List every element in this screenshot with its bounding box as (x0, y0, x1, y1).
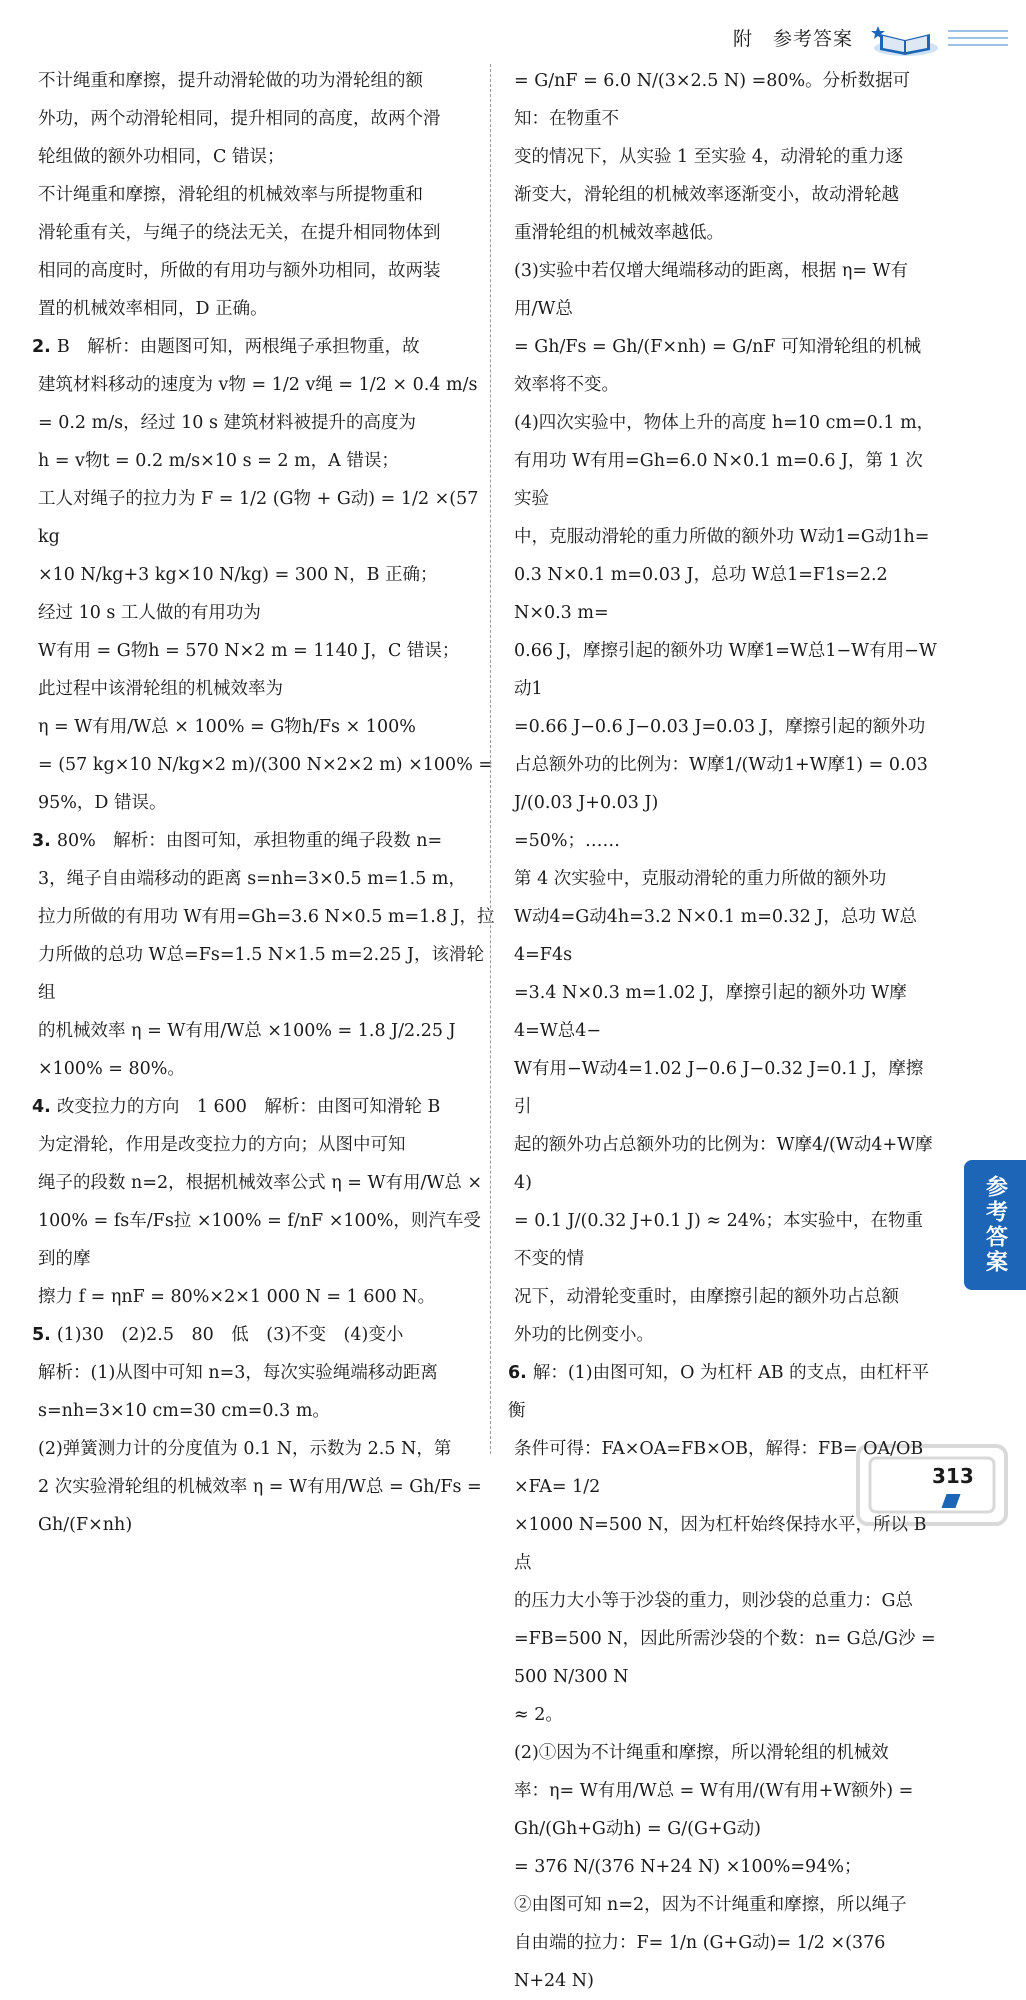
text-line (32, 708, 497, 746)
text-line (508, 1886, 938, 1924)
line-text: 变的情况下，从实验 1 至实验 4，动滑轮的重力逐 (514, 147, 903, 167)
text-line (32, 290, 497, 328)
line-text: ×10 N/kg+3 kg×10 N/kg) = 300 N，B 正确； (38, 565, 438, 585)
line-text: 经过 10 s 工人做的有用功为 (38, 603, 261, 623)
line-text: 率：η= W有用/W总 = W有用/(W有用+W额外) = Gh/(Gh+G动h) = G/(G+G动) (514, 1781, 914, 1839)
line-text: 擦力 f = ηnF = 80%×2×1 000 N = 1 600 N。 (38, 1287, 436, 1307)
text-line (32, 898, 497, 936)
text-line (32, 670, 497, 708)
line-text: 0.3 N×0.1 m=0.03 J，总功 W总1=F1s=2.2 N×0.3 m= (514, 565, 888, 623)
text-line (32, 1278, 497, 1316)
line-text: 3，绳子自由端移动的距离 s=nh=3×0.5 m=1.5 m， (38, 869, 466, 889)
text-line (32, 556, 497, 594)
text-line (508, 1848, 938, 1886)
line-text: 不计绳重和摩擦，提升动滑轮做的功为滑轮组的额 (38, 71, 423, 91)
line-text: 第 4 次实验中，克服动滑轮的重力所做的额外功 (514, 869, 887, 889)
text-line (508, 138, 938, 176)
line-text: 渐变大，滑轮组的机械效率逐渐变小，故动滑轮越 (514, 185, 899, 205)
line-text: W有用−W动4=1.02 J−0.6 J−0.32 J=0.1 J，摩擦引 (514, 1059, 924, 1117)
text-line (508, 176, 938, 214)
line-text: = 0.2 m/s，经过 10 s 建筑材料被提升的高度为 (38, 413, 417, 433)
text-line (508, 974, 938, 1050)
line-text: 不计绳重和摩擦，滑轮组的机械效率与所提物重和 (38, 185, 423, 205)
question-line (32, 328, 497, 366)
line-text: ×1000 N=500 N，因为杠杆始终保持水平，所以 B 点 (514, 1515, 927, 1573)
line-text: 占总额外功的比例为：W摩1/(W动1+W摩1) = 0.03 J/(0.03 J+0.03 J) (514, 755, 928, 813)
text-line (32, 1012, 497, 1088)
text-line (32, 1164, 497, 1202)
text-line (32, 594, 497, 632)
line-text: 建筑材料移动的速度为 v物 = 1/2 v绳 = 1/2 × 0.4 m/s (38, 375, 478, 395)
text-line (32, 214, 497, 252)
page-number: 313 (932, 1464, 974, 1488)
text-line (32, 1392, 497, 1430)
text-line (32, 442, 497, 480)
line-text: =50%；…… (514, 831, 621, 851)
question-line (32, 1316, 497, 1354)
line-text: = 0.1 J/(0.32 J+0.1 J) ≈ 24%；本实验中，在物重不变的情 (514, 1211, 923, 1269)
line-text: 绳子的段数 n=2，根据机械效率公式 η = W有用/W总 × (38, 1173, 483, 1193)
text-line (32, 1430, 497, 1468)
text-line (32, 480, 497, 556)
line-text: =0.66 J−0.6 J−0.03 J=0.03 J，摩擦引起的额外功 (514, 717, 926, 737)
line-text: 的压力大小等于沙袋的重力，则沙袋的总重力：G总 (514, 1591, 913, 1611)
line-text: 解：(1)由图可知，O 为杠杆 AB 的支点，由杠杆平衡 (508, 1363, 930, 1421)
text-line (508, 518, 938, 556)
line-text: 置的机械效率相同，D 正确。 (38, 299, 268, 319)
line-text: 相同的高度时，所做的有用功与额外功相同，故两装 (38, 261, 441, 281)
text-line (508, 708, 938, 746)
text-line (32, 138, 497, 176)
line-text: = 376 N/(376 N+24 N) ×100%=94%； (514, 1857, 862, 1877)
question-number: 4. (32, 1097, 51, 1117)
line-text: = Gh/Fs = Gh/(F×nh) = G/nF 可知滑轮组的机械效率将不变。 (514, 337, 922, 395)
text-line (508, 860, 938, 898)
line-text: 条件可得：FA×OA=FB×OB，解得：FB= OA/OB ×FA= 1/2 (514, 1439, 924, 1497)
text-line (508, 62, 938, 138)
side-tab-label: 参考答案 (982, 1175, 1008, 1275)
text-line (508, 1050, 938, 1126)
line-text: 重滑轮组的机械效率越低。 (514, 223, 724, 243)
header-appendix: 附 (733, 28, 754, 50)
text-line (508, 556, 938, 632)
line-text: 解析：(1)从图中可知 n=3，每次实验绳端移动距离 (38, 1363, 438, 1383)
text-line (32, 1354, 497, 1392)
line-text: 的机械效率 η = W有用/W总 ×100% = 1.8 J/2.25 J ×100% = 80%。 (38, 1021, 456, 1079)
line-text: ≈ 2。 (514, 1705, 563, 1725)
line-text: 100% = fs车/Fs拉 ×100% = f/nF ×100%，则汽车受到的摩 (38, 1211, 481, 1269)
line-text: =FB=500 N，因此所需沙袋的个数：n= G总/G沙 = 500 N/300 N (514, 1629, 936, 1687)
side-tab (964, 1160, 1026, 1290)
text-line (508, 1696, 938, 1734)
line-text: 力所做的总功 W总=Fs=1.5 N×1.5 m=2.25 J，该滑轮组 (38, 945, 485, 1003)
line-text: 拉力所做的有用功 W有用=Gh=3.6 N×0.5 m=1.8 J，拉 (38, 907, 495, 927)
line-text: 改变拉力的方向 1 600 解析：由图可知滑轮 B (56, 1097, 441, 1117)
line-text: 工人对绳子的拉力为 F = 1/2 (G物 + G动) = 1/2 ×(57 kg (38, 489, 479, 547)
right-column (508, 62, 938, 2000)
text-line (32, 1468, 497, 1544)
line-text: (1)30 (2)2.5 80 低 (3)不变 (4)变小 (56, 1325, 404, 1345)
text-line (32, 366, 497, 404)
question-number: 6. (508, 1363, 527, 1383)
text-line (32, 860, 497, 898)
question-line (32, 1088, 497, 1126)
line-text: 自由端的拉力：F= 1/n (G+G动)= 1/2 ×(376 N+24 N) (514, 1933, 886, 1991)
text-line (32, 632, 497, 670)
line-text: 轮组做的额外功相同，C 错误； (38, 147, 285, 167)
text-line (508, 1202, 938, 1278)
header-label (733, 24, 853, 51)
text-line (508, 1734, 938, 1772)
question-line (32, 822, 497, 860)
text-line (32, 404, 497, 442)
line-text: (4)四次实验中，物体上升的高度 h=10 cm=0.1 m， (514, 413, 935, 433)
question-line (508, 1354, 938, 1430)
line-text: s=nh=3×10 cm=30 cm=0.3 m。 (38, 1401, 330, 1421)
line-text: 中，克服动滑轮的重力所做的额外功 W动1=G动1h= (514, 527, 930, 547)
line-text: (2)①因为不计绳重和摩擦，所以滑轮组的机械效 (514, 1743, 889, 1763)
line-text: 0.66 J，摩擦引起的额外功 W摩1=W总1−W有用−W动1 (514, 641, 937, 699)
line-text: 有用功 W有用=Gh=6.0 N×0.1 m=0.6 J，第 1 次实验 (514, 451, 923, 509)
line-text: 况下，动滑轮变重时，由摩擦引起的额外功占总额 (514, 1287, 899, 1307)
text-line (32, 176, 497, 214)
text-line (508, 1278, 938, 1316)
text-line (32, 1202, 497, 1278)
question-number: 5. (32, 1325, 51, 1345)
line-text: 外功，两个动滑轮相同，提升相同的高度，故两个滑 (38, 109, 441, 129)
line-text: 起的额外功占总额外功的比例为：W摩4/(W动4+W摩4) (514, 1135, 933, 1193)
line-text: W动4=G动4h=3.2 N×0.1 m=0.32 J，总功 W总4=F4s (514, 907, 917, 965)
line-text: ②由图可知 n=2，因为不计绳重和摩擦，所以绳子 (514, 1895, 907, 1915)
text-line (508, 898, 938, 974)
text-line (508, 1126, 938, 1202)
text-line (508, 328, 938, 404)
text-line (508, 404, 938, 442)
line-text: 此过程中该滑轮组的机械效率为 (38, 679, 283, 699)
text-line (508, 632, 938, 708)
text-line (508, 822, 938, 860)
text-line (508, 214, 938, 252)
line-text: W有用 = G物h = 570 N×2 m = 1140 J，C 错误； (38, 641, 460, 661)
text-line (32, 746, 497, 822)
text-line (508, 1316, 938, 1354)
line-text: =3.4 N×0.3 m=1.02 J，摩擦引起的额外功 W摩4=W总4− (514, 983, 907, 1041)
line-text: = G/nF = 6.0 N/(3×2.5 N) =80%。分析数据可知：在物重不 (514, 71, 911, 129)
text-line (508, 252, 938, 328)
text-line (32, 62, 497, 100)
line-text: (2)弹簧测力计的分度值为 0.1 N，示数为 2.5 N，第 (38, 1439, 452, 1459)
text-line (32, 936, 497, 1012)
line-text: h = v物t = 0.2 m/s×10 s = 2 m，A 错误； (38, 451, 399, 471)
line-text: 80% 解析：由图可知，承担物重的绳子段数 n= (56, 831, 443, 851)
open-book-icon (870, 20, 940, 58)
text-line (508, 1620, 938, 1696)
line-text: 2 次实验滑轮组的机械效率 η = W有用/W总 = Gh/Fs = Gh/(F×nh) (38, 1477, 482, 1535)
text-line (508, 1582, 938, 1620)
left-column (32, 62, 497, 1544)
text-line (508, 746, 938, 822)
text-line (508, 442, 938, 518)
header-title: 参考答案 (773, 28, 854, 50)
header-decor-lines (948, 30, 1008, 52)
line-text: 滑轮重有关，与绳子的绕法无关，在提升相同物体到 (38, 223, 441, 243)
text-line (508, 1772, 938, 1848)
text-line (32, 252, 497, 290)
question-number: 3. (32, 831, 51, 851)
line-text: 为定滑轮，作用是改变拉力的方向；从图中可知 (38, 1135, 406, 1155)
line-text: η = W有用/W总 × 100% = G物h/Fs × 100% (38, 717, 416, 737)
line-text: (3)实验中若仅增大绳端移动的距离，根据 η= W有用/W总 (514, 261, 909, 319)
line-text: B 解析：由题图可知，两根绳子承担物重，故 (56, 337, 420, 357)
text-line (32, 100, 497, 138)
question-number: 2. (32, 337, 51, 357)
text-line (508, 1924, 938, 2000)
page-header (0, 0, 1026, 60)
text-line (32, 1126, 497, 1164)
line-text: 外功的比例变小。 (514, 1325, 654, 1345)
column-divider (490, 64, 492, 1454)
line-text: = (57 kg×10 N/kg×2 m)/(300 N×2×2 m) ×100% = 95%，D 错误。 (38, 755, 494, 813)
